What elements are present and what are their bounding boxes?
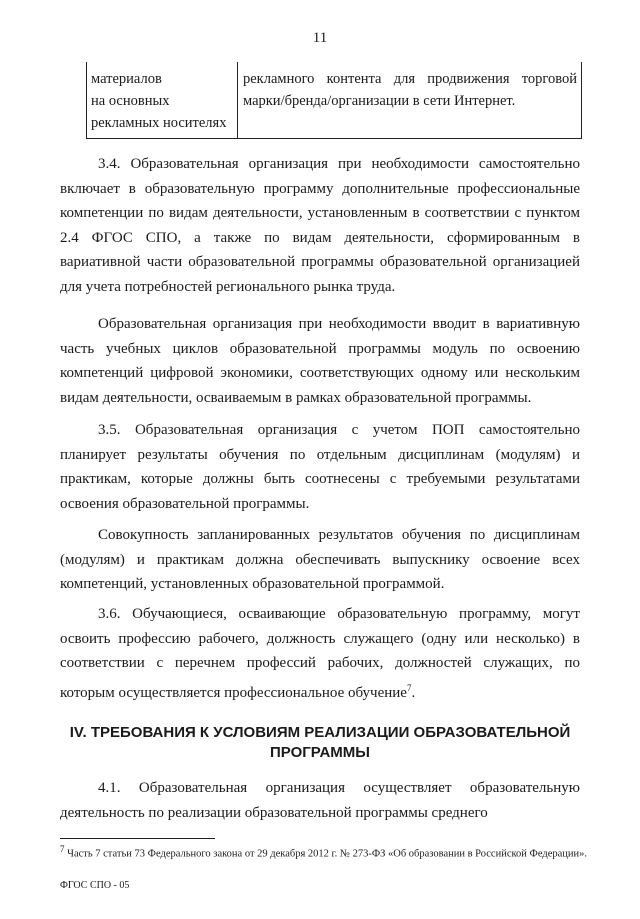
table-cell-left-line: рекламных носителях (91, 115, 227, 131)
section-heading: IV. ТРЕБОВАНИЯ К УСЛОВИЯМ РЕАЛИЗАЦИИ ОБРАЗОВАТЕЛЬНОЙ ПРОГРАММЫ (69, 724, 571, 761)
paragraph-3-6 (60, 602, 580, 705)
paragraph-3-5: 3.5. Образовательная организация с учетом ПОП самостоятельно планирует результаты обучения по отдельным дисциплинам (модулям) и практикам, которые должны быть соотнесены с требуемыми результатами освоения образовательной программы. (60, 422, 580, 512)
footnote-text: Часть 7 статьи 73 Федерального закона от 29 декабря 2012 г. № 273-ФЗ «Об образовании в Российской Федерации». (64, 848, 588, 860)
paragraph-3-4: 3.4. Образовательная организация при необходимости самостоятельно включает в образовательную программу дополнительные профессиональные компетенции по видам деятельности, установленным в соответствии с пунктом 2.4 ФГОС СПО, а также по видам деятельности, сформированным в вариативной части образовательной программы образовательной организацией для учета потребностей регионального рынка труда. (60, 156, 580, 295)
paragraph-digital-economy: Образовательная организация при необходимости вводит в вариативную часть учебных циклов образовательной программы модуль по освоению компетенций цифровой экономики, соответствующих одному или нескольким видам деятельности, осваиваемым в рамках образовательной программы. (60, 316, 580, 406)
paragraph-learning-results: Совокупность запланированных результатов обучения по дисциплинам (модулям) и практикам должна обеспечивать выпускнику освоение всех компетенций, установленных образовательной программой. (60, 527, 580, 593)
footnote-marker: 7 (60, 844, 65, 854)
table-cell-left-line: материалов (91, 71, 162, 87)
paragraph-3-6-period: . (411, 684, 416, 701)
page-number: 11 (312, 30, 328, 46)
footnote (60, 842, 620, 862)
paragraph-4-1: 4.1. Образовательная организация осуществляет образовательную деятельность по реализации образовательной программы среднего (60, 780, 580, 821)
footnote-reference: 7 (406, 682, 412, 693)
paragraph-3-6-text: 3.6. Обучающиеся, осваивающие образовательную программу, могут освоить профессию рабочего, должность служащего (одну или несколько) в соответствии с перечнем профессий рабочих, должностей служащих, по которым осуществляется профессиональное обучение (60, 606, 580, 701)
table-cell-right: рекламного контента для продвижения торговой марки/бренда/организации в сети Интернет. (243, 71, 577, 109)
footnote-separator (60, 838, 215, 839)
table-column-divider (237, 62, 238, 138)
table-fragment (86, 62, 582, 139)
table-cell-left-line: на основных (91, 93, 170, 109)
table-cell-left (91, 68, 237, 134)
document-code: ФГОС СПО - 05 (60, 880, 130, 891)
